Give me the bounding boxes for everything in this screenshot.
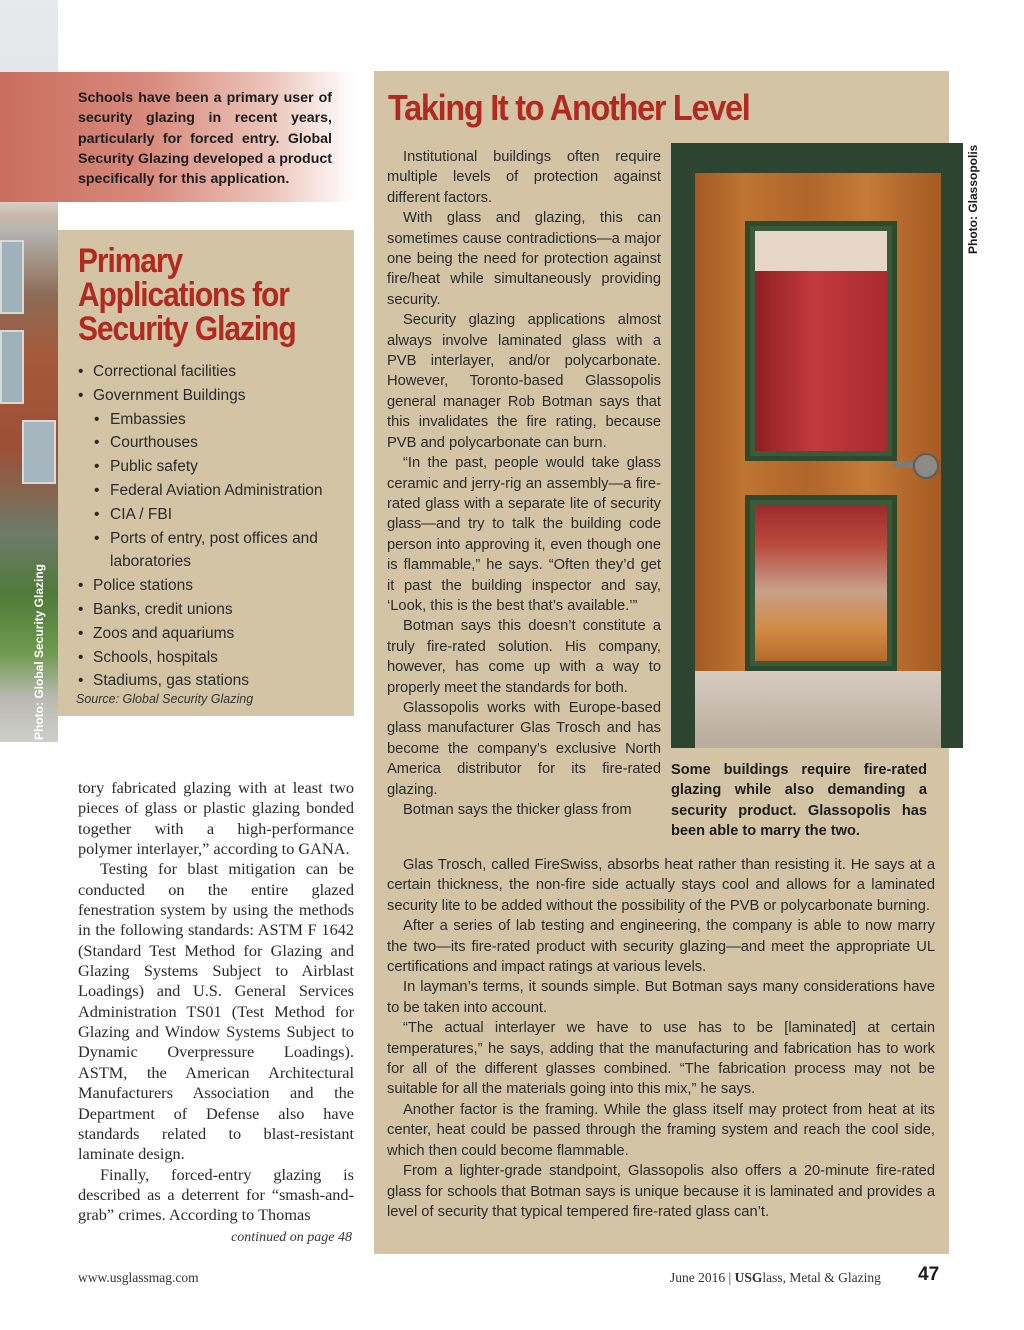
photo-credit-left: Photo: Global Security Glazing [32, 563, 46, 740]
list-item: • Schools, hospitals [78, 646, 348, 670]
body-paragraph: “The actual interlayer we have to use has to be [laminated] at certain temperatures,” he says, adding that the manufacturing and fabrication has to work for all of the different glasses combined. “The fabrication process may not be suitable for all the materials going into this mix,” he says. [387, 1020, 935, 1098]
building-window [0, 240, 24, 314]
list-item: • Embassies [78, 408, 348, 432]
list-item: • Stadiums, gas stations [78, 669, 348, 693]
sidebar-list [78, 360, 348, 693]
body-paragraph: Botman says the thicker glass from [403, 802, 632, 818]
magazine-name-bold: USG [734, 1270, 763, 1285]
photo-caption-right: Some buildings require fire-rated glazing while also demanding a security product. Glassopolis has been able to marry the two. [671, 762, 927, 840]
door-handle-icon [913, 453, 939, 479]
list-item: • Police stations [78, 574, 348, 598]
building-window [22, 420, 56, 484]
sidebar-title: Primary Applications for Security Glazing [78, 242, 296, 348]
body-paragraph: After a series of lab testing and engineering, the company is able to now marry the two—its fire-rated product with security glazing—and meet the appropriate UL certifications and impact ratings at various levels. [387, 918, 935, 976]
sidebar-box [58, 230, 354, 716]
body-paragraph: Institutional buildings often require multiple levels of protection against different factors. [387, 149, 661, 206]
page-number: 47 [918, 1264, 940, 1285]
body-paragraph: “In the past, people would take glass ceramic and jerry-rig an assembly—a fire-rated glass with a separate lite of security glass—and try to talk the building code person into approving it, even though one is flammable,” he says. “Often they’d get it past the building inspector and say, ‘Look, this is the best that’s available.’” [387, 455, 661, 614]
door-photo [671, 143, 963, 748]
body-paragraph: Testing for blast mitigation can be conducted on the entire glazed fenestration system by using the methods in the following standards: ASTM F 1642 (Standard Test Method for Glazing and Glazing Systems Subject to Airblast Loadings) and U.S. General Services Administration TS01 (Test Method for Glazing and Window Systems Subject to Dynamic Overpressure Loadings). ASTM, the American Architectural Manufacturers Association and the Department of Defense also have standards related to blast-resistant laminate design. [78, 859, 354, 1164]
continued-link[interactable]: continued on page 48 [231, 1230, 352, 1245]
issue-date: June 2016 [670, 1270, 726, 1285]
list-item: • Banks, credit unions [78, 598, 348, 622]
article-title: Taking It to Another Level [388, 87, 750, 128]
list-item: • CIA / FBI [78, 503, 348, 527]
fire-rated-door [695, 173, 941, 748]
footer-issue [670, 1270, 881, 1286]
body-paragraph: Finally, forced-entry glazing is described as a deterrent for “smash-and-grab” crimes. According to Thomas [78, 1164, 354, 1225]
list-item: • Courthouses [78, 431, 348, 455]
door-lower-window [745, 495, 897, 671]
body-paragraph: Another factor is the framing. While the glass itself may protect from heat at its center, heat could be passed through the framing system and reach the cool side, which then could become flammable. [387, 1101, 935, 1159]
sidebar-source: Source: Global Security Glazing [76, 692, 254, 706]
body-paragraph: From a lighter-grade standpoint, Glassopolis also offers a 20-minute fire-rated glass for schools that Botman says is unique because it is laminated and provides a level of security that typical tempered fire-rated glass can’t. [387, 1163, 935, 1220]
body-paragraph: With glass and glazing, this can sometimes cause contradictions—a major one being the need for protection against fire/heat while simultaneously providing security. [387, 210, 661, 308]
left-column-body [78, 778, 354, 1226]
photo-credit-right: Photo: Glassopolis [966, 144, 980, 254]
photo-caption-left: Schools have been a primary user of security glazing in recent years, particularly for forced entry. Global Security Glazing developed a product specifically for this application. [78, 90, 332, 188]
list-item: • Federal Aviation Administration [78, 479, 348, 503]
building-window [0, 330, 24, 404]
door-kickplate [695, 671, 941, 748]
list-item: laboratories [110, 553, 191, 571]
body-paragraph: Glassopolis works with Europe-based glass manufacturer Glas Trosch and has become the company’s exclusive North America distributor for its fire-rated glazing. [387, 699, 661, 798]
article-wide-column [387, 855, 935, 1222]
article-narrow-column [387, 147, 661, 820]
list-item: • Public safety [78, 455, 348, 479]
body-paragraph: Security glazing applications almost always involve laminated glass with a PVB interlayer, and/or polycarbonate. However, Toronto-based Glassopolis general manager Rob Botman says that this invalidates the fire rating, because PVB and polycarbonate can burn. [387, 312, 661, 451]
list-item: • Ports of entry, post offices and [78, 527, 348, 551]
body-paragraph: Glas Trosch, called FireSwiss, absorbs heat rather than resisting it. He says at a certain thickness, the non-fire side actually stays cool and allows for a laminated security lite to be added without the possibility of the PVB or polycarbonate burning. [387, 857, 935, 914]
body-paragraph: tory fabricated glazing with at least two pieces of glass or plastic glazing bonded together with a high-performance polymer interlayer,” according to GANA. [78, 778, 354, 859]
footer-url[interactable]: www.usglassmag.com [78, 1270, 199, 1285]
body-paragraph: In layman’s terms, it sounds simple. But Botman says many considerations have to be taken into account. [387, 979, 935, 1016]
body-paragraph: Botman says this doesn’t constitute a truly fire-rated solution. His company, however, has come up with a way to properly meet the standards for both. [387, 618, 661, 696]
door-upper-window [745, 221, 897, 461]
list-item: • Government Buildings [78, 384, 348, 408]
footer-separator: | [728, 1270, 732, 1285]
magazine-name: lass, Metal & Glazing [762, 1270, 881, 1285]
list-item: • Correctional facilities [78, 360, 348, 384]
list-item: • Zoos and aquariums [78, 622, 348, 646]
